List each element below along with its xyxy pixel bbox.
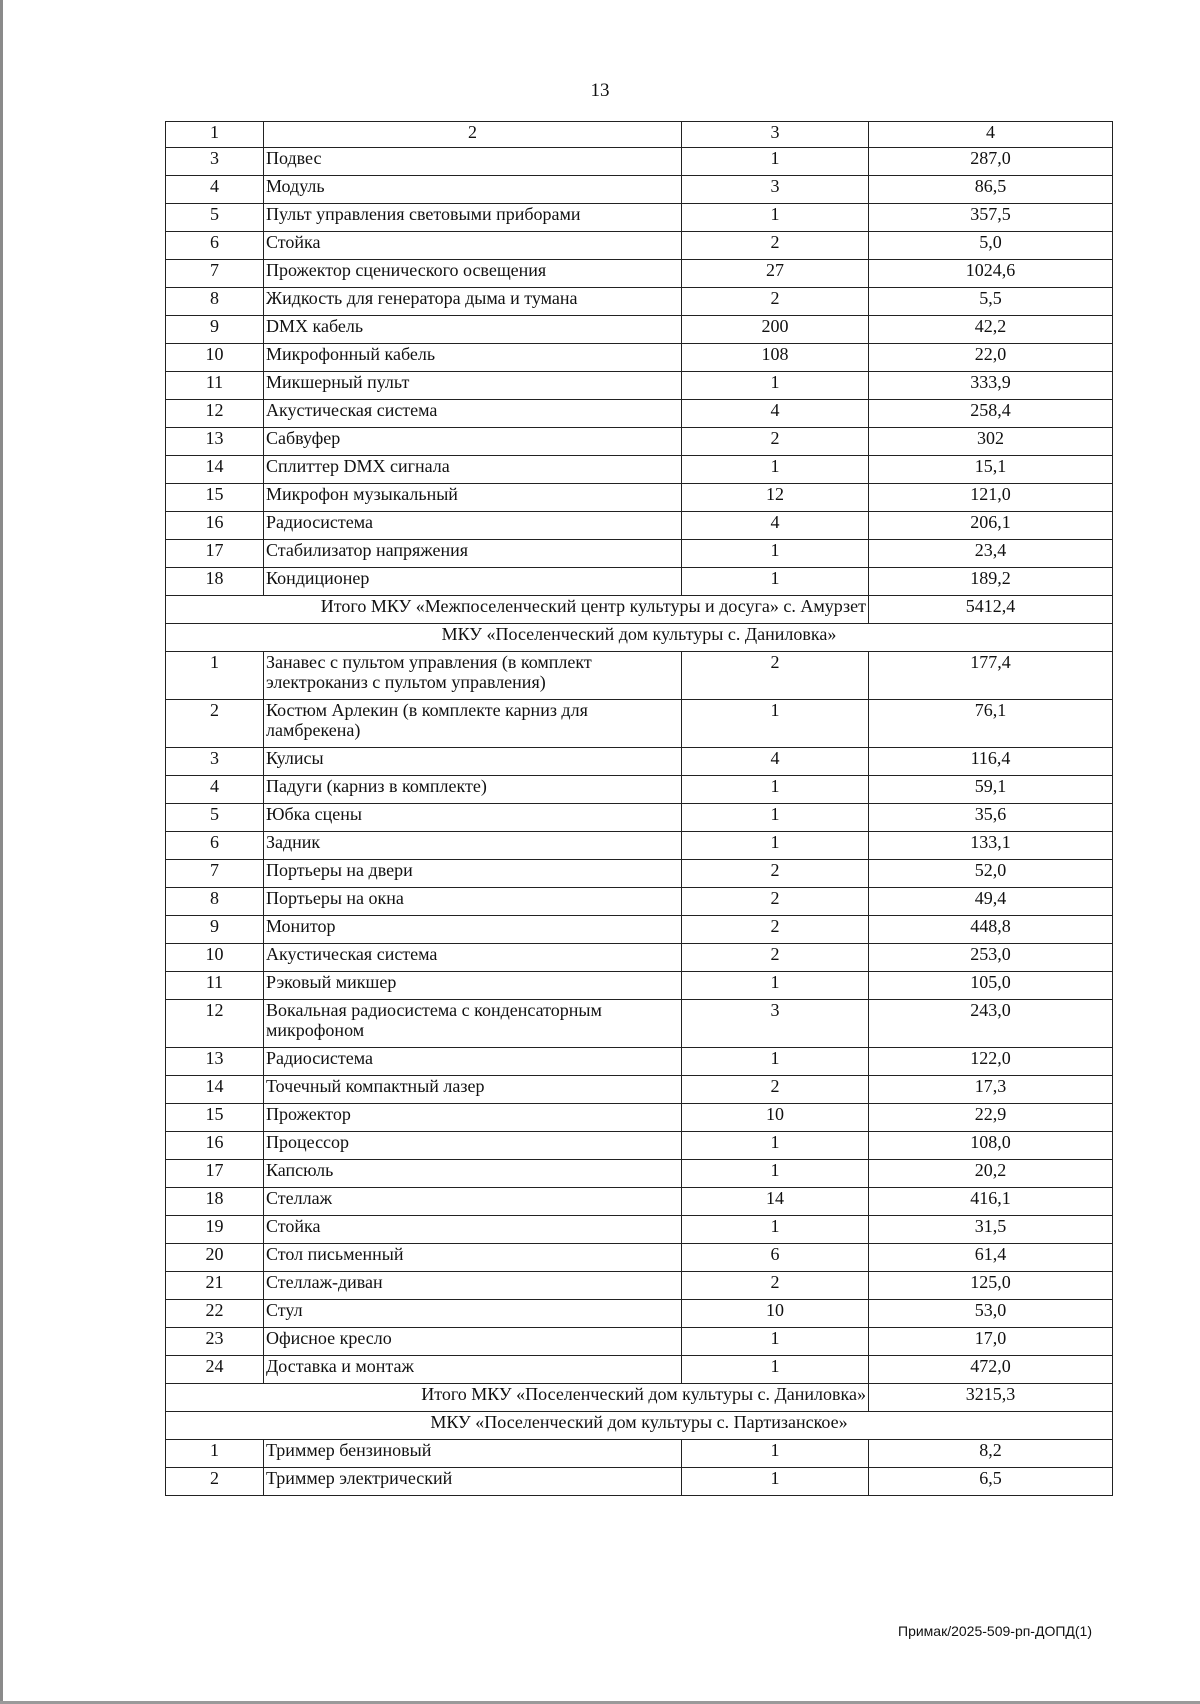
row-sum: 5,5	[869, 288, 1113, 316]
table-row	[166, 1160, 1113, 1188]
row-quantity: 10	[682, 1300, 869, 1328]
row-quantity: 108	[682, 344, 869, 372]
row-name: Радиосистема	[264, 1048, 682, 1076]
row-sum: 20,2	[869, 1160, 1113, 1188]
header-col-4: 4	[869, 122, 1113, 148]
row-name: Триммер электрический	[264, 1468, 682, 1496]
row-number: 15	[166, 1104, 264, 1132]
row-quantity: 1	[682, 1440, 869, 1468]
row-quantity: 2	[682, 1076, 869, 1104]
row-quantity: 1	[682, 148, 869, 176]
row-quantity: 1	[682, 1160, 869, 1188]
row-sum: 357,5	[869, 204, 1113, 232]
row-quantity: 3	[682, 1000, 869, 1048]
row-sum: 53,0	[869, 1300, 1113, 1328]
row-quantity: 2	[682, 428, 869, 456]
row-sum: 108,0	[869, 1132, 1113, 1160]
row-quantity: 200	[682, 316, 869, 344]
row-number: 1	[166, 652, 264, 700]
table-row	[166, 652, 1113, 700]
row-number: 13	[166, 428, 264, 456]
row-name: Стул	[264, 1300, 682, 1328]
row-quantity: 1	[682, 1132, 869, 1160]
section-title: МКУ «Поселенческий дом культуры с. Партизанское»	[166, 1412, 1113, 1440]
row-number: 19	[166, 1216, 264, 1244]
row-quantity: 2	[682, 860, 869, 888]
table-row	[166, 944, 1113, 972]
row-sum: 6,5	[869, 1468, 1113, 1496]
row-sum: 287,0	[869, 148, 1113, 176]
row-number: 4	[166, 176, 264, 204]
row-quantity: 14	[682, 1188, 869, 1216]
row-name: Радиосистема	[264, 512, 682, 540]
row-quantity: 6	[682, 1244, 869, 1272]
row-quantity: 1	[682, 1048, 869, 1076]
row-number: 6	[166, 832, 264, 860]
table-row	[166, 1356, 1113, 1384]
row-name: Прожектор сценического освещения	[264, 260, 682, 288]
row-sum: 59,1	[869, 776, 1113, 804]
row-quantity: 1	[682, 372, 869, 400]
table-row	[166, 916, 1113, 944]
row-quantity: 4	[682, 748, 869, 776]
table-row	[166, 1300, 1113, 1328]
row-quantity: 1	[682, 1328, 869, 1356]
row-sum: 52,0	[869, 860, 1113, 888]
row-name: Модуль	[264, 176, 682, 204]
row-quantity: 4	[682, 512, 869, 540]
row-quantity: 2	[682, 652, 869, 700]
row-sum: 333,9	[869, 372, 1113, 400]
row-name: Монитор	[264, 916, 682, 944]
row-quantity: 1	[682, 832, 869, 860]
equipment-table	[165, 121, 1113, 1496]
row-sum: 76,1	[869, 700, 1113, 748]
page-number: 13	[590, 80, 610, 101]
row-name: Стол письменный	[264, 1244, 682, 1272]
table-row	[166, 400, 1113, 428]
table-row	[166, 1328, 1113, 1356]
row-sum: 49,4	[869, 888, 1113, 916]
row-name: Процессор	[264, 1132, 682, 1160]
row-name: Падуги (карниз в комплекте)	[264, 776, 682, 804]
row-quantity: 2	[682, 288, 869, 316]
row-number: 8	[166, 288, 264, 316]
row-number: 10	[166, 944, 264, 972]
row-name: Стойка	[264, 232, 682, 260]
row-name: Капсюль	[264, 1160, 682, 1188]
total-sum: 5412,4	[869, 596, 1113, 624]
row-quantity: 2	[682, 888, 869, 916]
row-sum: 472,0	[869, 1356, 1113, 1384]
row-name: Доставка и монтаж	[264, 1356, 682, 1384]
table-row	[166, 1440, 1113, 1468]
table-row	[166, 1468, 1113, 1496]
row-sum: 8,2	[869, 1440, 1113, 1468]
row-sum: 23,4	[869, 540, 1113, 568]
row-sum: 1024,6	[869, 260, 1113, 288]
row-sum: 42,2	[869, 316, 1113, 344]
table-row	[166, 372, 1113, 400]
table-header-row	[166, 122, 1113, 148]
row-quantity: 1	[682, 1216, 869, 1244]
row-number: 18	[166, 568, 264, 596]
row-sum: 17,0	[869, 1328, 1113, 1356]
row-quantity: 1	[682, 1468, 869, 1496]
row-name: Точечный компактный лазер	[264, 1076, 682, 1104]
table-row	[166, 1132, 1113, 1160]
total-row	[166, 596, 1113, 624]
total-row	[166, 1384, 1113, 1412]
row-sum: 121,0	[869, 484, 1113, 512]
row-sum: 35,6	[869, 804, 1113, 832]
row-number: 7	[166, 860, 264, 888]
row-name: Стеллаж-диван	[264, 1272, 682, 1300]
row-name: Офисное кресло	[264, 1328, 682, 1356]
row-number: 14	[166, 1076, 264, 1104]
row-number: 16	[166, 512, 264, 540]
row-sum: 31,5	[869, 1216, 1113, 1244]
row-number: 11	[166, 372, 264, 400]
row-name: Задник	[264, 832, 682, 860]
row-name: Жидкость для генератора дыма и тумана	[264, 288, 682, 316]
row-sum: 253,0	[869, 944, 1113, 972]
table-row	[166, 428, 1113, 456]
table-row	[166, 832, 1113, 860]
table-row	[166, 860, 1113, 888]
row-number: 10	[166, 344, 264, 372]
table-row	[166, 176, 1113, 204]
row-sum: 17,3	[869, 1076, 1113, 1104]
row-name: Прожектор	[264, 1104, 682, 1132]
row-quantity: 10	[682, 1104, 869, 1132]
row-name: Рэковый микшер	[264, 972, 682, 1000]
row-quantity: 2	[682, 232, 869, 260]
header-col-3: 3	[682, 122, 869, 148]
row-number: 14	[166, 456, 264, 484]
section-row	[166, 624, 1113, 652]
row-sum: 22,0	[869, 344, 1113, 372]
row-number: 7	[166, 260, 264, 288]
row-quantity: 12	[682, 484, 869, 512]
table-row	[166, 1216, 1113, 1244]
row-number: 15	[166, 484, 264, 512]
row-number: 2	[166, 1468, 264, 1496]
table-row	[166, 972, 1113, 1000]
row-number: 4	[166, 776, 264, 804]
row-name: Стеллаж	[264, 1188, 682, 1216]
row-quantity: 1	[682, 1356, 869, 1384]
row-number: 23	[166, 1328, 264, 1356]
row-sum: 86,5	[869, 176, 1113, 204]
table-row	[166, 232, 1113, 260]
row-quantity: 1	[682, 700, 869, 748]
row-number: 20	[166, 1244, 264, 1272]
row-name: DMX кабель	[264, 316, 682, 344]
table-row	[166, 484, 1113, 512]
table-row	[166, 204, 1113, 232]
row-sum: 122,0	[869, 1048, 1113, 1076]
table-row	[166, 540, 1113, 568]
row-name: Костюм Арлекин (в комплекте карниз для ламбрекена)	[264, 700, 682, 748]
row-name: Микрофон музыкальный	[264, 484, 682, 512]
row-number: 12	[166, 1000, 264, 1048]
table-row	[166, 568, 1113, 596]
row-name: Микрофонный кабель	[264, 344, 682, 372]
row-sum: 116,4	[869, 748, 1113, 776]
table-row	[166, 1188, 1113, 1216]
table-row	[166, 700, 1113, 748]
row-number: 3	[166, 148, 264, 176]
table-row	[166, 1272, 1113, 1300]
row-name: Сабвуфер	[264, 428, 682, 456]
section-title: МКУ «Поселенческий дом культуры с. Даниловка»	[166, 624, 1113, 652]
row-sum: 189,2	[869, 568, 1113, 596]
table-row	[166, 260, 1113, 288]
row-name: Подвес	[264, 148, 682, 176]
row-number: 11	[166, 972, 264, 1000]
row-number: 18	[166, 1188, 264, 1216]
table-row	[166, 804, 1113, 832]
table-row	[166, 1104, 1113, 1132]
section-row	[166, 1412, 1113, 1440]
table-row	[166, 288, 1113, 316]
row-number: 5	[166, 804, 264, 832]
table-row	[166, 316, 1113, 344]
row-number: 6	[166, 232, 264, 260]
row-quantity: 4	[682, 400, 869, 428]
row-quantity: 3	[682, 176, 869, 204]
table-row	[166, 148, 1113, 176]
row-name: Занавес с пультом управления (в комплект электроканиз с пультом управления)	[264, 652, 682, 700]
row-quantity: 1	[682, 804, 869, 832]
row-name: Кондиционер	[264, 568, 682, 596]
row-sum: 177,4	[869, 652, 1113, 700]
row-sum: 302	[869, 428, 1113, 456]
row-number: 17	[166, 540, 264, 568]
row-number: 1	[166, 1440, 264, 1468]
row-name: Триммер бензиновый	[264, 1440, 682, 1468]
row-quantity: 1	[682, 456, 869, 484]
row-number: 8	[166, 888, 264, 916]
table-row	[166, 1244, 1113, 1272]
row-sum: 448,8	[869, 916, 1113, 944]
document-code: Примак/2025-509-рп-ДОПД(1)	[898, 1623, 1092, 1639]
table-row	[166, 1000, 1113, 1048]
row-number: 13	[166, 1048, 264, 1076]
row-sum: 5,0	[869, 232, 1113, 260]
table-row	[166, 748, 1113, 776]
row-name: Сплиттер DMX сигнала	[264, 456, 682, 484]
table-row	[166, 888, 1113, 916]
row-number: 5	[166, 204, 264, 232]
row-number: 22	[166, 1300, 264, 1328]
row-name: Кулисы	[264, 748, 682, 776]
row-number: 9	[166, 916, 264, 944]
row-sum: 416,1	[869, 1188, 1113, 1216]
row-number: 2	[166, 700, 264, 748]
table-row	[166, 1076, 1113, 1104]
row-number: 9	[166, 316, 264, 344]
row-sum: 61,4	[869, 1244, 1113, 1272]
table-row	[166, 456, 1113, 484]
row-name: Юбка сцены	[264, 804, 682, 832]
row-sum: 243,0	[869, 1000, 1113, 1048]
header-col-1: 1	[166, 122, 264, 148]
scan-left-edge	[0, 0, 3, 1704]
row-number: 3	[166, 748, 264, 776]
row-name: Стойка	[264, 1216, 682, 1244]
row-name: Акустическая система	[264, 944, 682, 972]
row-quantity: 1	[682, 204, 869, 232]
row-sum: 206,1	[869, 512, 1113, 540]
row-number: 12	[166, 400, 264, 428]
row-name: Портьеры на окна	[264, 888, 682, 916]
total-label: Итого МКУ «Поселенческий дом культуры с. Даниловка»	[166, 1384, 869, 1412]
table-row	[166, 344, 1113, 372]
row-quantity: 1	[682, 972, 869, 1000]
row-quantity: 2	[682, 944, 869, 972]
row-quantity: 1	[682, 540, 869, 568]
row-name: Микшерный пульт	[264, 372, 682, 400]
row-sum: 15,1	[869, 456, 1113, 484]
row-name: Стабилизатор напряжения	[264, 540, 682, 568]
row-name: Акустическая система	[264, 400, 682, 428]
row-quantity: 27	[682, 260, 869, 288]
row-sum: 22,9	[869, 1104, 1113, 1132]
row-quantity: 1	[682, 568, 869, 596]
row-sum: 258,4	[869, 400, 1113, 428]
row-number: 24	[166, 1356, 264, 1384]
row-quantity: 2	[682, 916, 869, 944]
header-col-2: 2	[264, 122, 682, 148]
row-name: Пульт управления световыми приборами	[264, 204, 682, 232]
row-number: 17	[166, 1160, 264, 1188]
row-number: 16	[166, 1132, 264, 1160]
row-quantity: 2	[682, 1272, 869, 1300]
table-row	[166, 1048, 1113, 1076]
row-sum: 133,1	[869, 832, 1113, 860]
row-quantity: 1	[682, 776, 869, 804]
row-name: Портьеры на двери	[264, 860, 682, 888]
row-name: Вокальная радиосистема с конденсаторным микрофоном	[264, 1000, 682, 1048]
row-sum: 125,0	[869, 1272, 1113, 1300]
table-row	[166, 512, 1113, 540]
table-row	[166, 776, 1113, 804]
total-label: Итого МКУ «Межпоселенческий центр культуры и досуга» с. Амурзет	[166, 596, 869, 624]
row-sum: 105,0	[869, 972, 1113, 1000]
total-sum: 3215,3	[869, 1384, 1113, 1412]
row-number: 21	[166, 1272, 264, 1300]
